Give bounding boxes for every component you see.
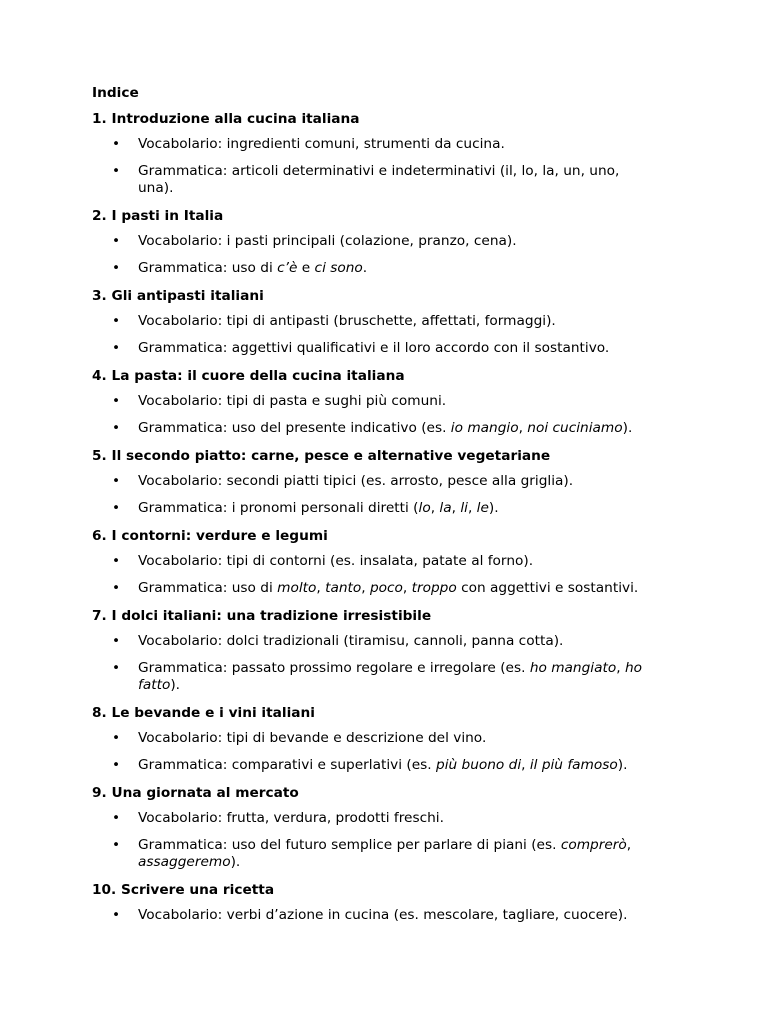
list-item-text (138, 136, 658, 153)
bullet-icon: • (112, 907, 121, 923)
text-run: . (362, 260, 368, 276)
text-run: , (430, 500, 440, 516)
bullet-icon: • (112, 393, 121, 409)
table-of-contents (92, 84, 682, 924)
list-item (92, 500, 682, 517)
chapter-heading: 7. I dolci italiani: una tradizione irresistibile (92, 608, 432, 624)
list-item (92, 660, 682, 694)
list-item-text (138, 553, 658, 570)
list-item-text (138, 473, 658, 490)
italic-term: le (476, 500, 489, 516)
chapter-items-list (92, 633, 682, 694)
italic-term: ho mangiato (529, 660, 617, 676)
list-item (92, 163, 682, 197)
bullet-icon: • (112, 420, 121, 436)
chapter-items-list (92, 553, 682, 597)
list-item-text (138, 730, 658, 747)
chapter-items-list (92, 810, 682, 871)
chapter-items-list (92, 473, 682, 517)
text-run: Grammatica: aggettivi qualificativi e il loro accordo con il sostantivo. (138, 340, 610, 356)
list-item-text (138, 260, 658, 277)
list-item (92, 633, 682, 650)
italic-term: molto (277, 580, 317, 596)
bullet-icon: • (112, 163, 121, 179)
list-item (92, 553, 682, 570)
bullet-icon: • (112, 757, 121, 773)
chapter-items-list (92, 730, 682, 774)
chapter-section (92, 447, 682, 517)
list-item-text (138, 163, 658, 197)
chapter-heading: 9. Una giornata al mercato (92, 785, 299, 801)
chapter-items-list (92, 136, 682, 197)
italic-term: li (460, 500, 468, 516)
italic-term: c’è (277, 260, 298, 276)
chapter-section (92, 287, 682, 357)
italic-term: poco (369, 580, 403, 596)
italic-term: troppo (411, 580, 457, 596)
italic-term: tanto (325, 580, 362, 596)
bullet-icon: • (112, 730, 121, 746)
text-run: Vocabolario: i pasti principali (colazione, pranzo, cena). (138, 233, 517, 249)
text-run: ). (230, 854, 241, 870)
text-run: Grammatica: passato prossimo regolare e irregolare (es. (138, 660, 530, 676)
chapter-heading: 3. Gli antipasti italiani (92, 288, 264, 304)
list-item (92, 313, 682, 330)
text-run: e (297, 260, 315, 276)
list-item (92, 810, 682, 827)
chapter-section (92, 207, 682, 277)
bullet-icon: • (112, 136, 121, 152)
list-item (92, 233, 682, 250)
chapter-section (92, 110, 682, 197)
list-item-text (138, 810, 658, 827)
list-item (92, 757, 682, 774)
text-run: Vocabolario: verbi d’azione in cucina (es. mescolare, tagliare, cuocere). (138, 907, 628, 923)
text-run: Vocabolario: frutta, verdura, prodotti freschi. (138, 810, 444, 826)
bullet-icon: • (112, 473, 121, 489)
chapter-heading: 1. Introduzione alla cucina italiana (92, 111, 360, 127)
text-run: Grammatica: articoli determinativi e indeterminativi (il, lo, la, un, uno, una). (138, 163, 620, 196)
bullet-icon: • (112, 810, 121, 826)
list-item-text (138, 837, 658, 871)
list-item-text (138, 757, 658, 774)
text-run: Vocabolario: tipi di contorni (es. insalata, patate al forno). (138, 553, 534, 569)
chapter-heading: 4. La pasta: il cuore della cucina italiana (92, 368, 405, 384)
italic-term: comprerò (560, 837, 627, 853)
list-item-text (138, 393, 658, 410)
text-run: , (361, 580, 370, 596)
list-item (92, 420, 682, 437)
chapter-section (92, 704, 682, 774)
list-item (92, 907, 682, 924)
chapter-heading: 5. Il secondo piatto: carne, pesce e alternative vegetariane (92, 448, 551, 464)
list-item-text (138, 633, 658, 650)
text-run: Vocabolario: tipi di bevande e descrizione del vino. (138, 730, 487, 746)
list-item-text (138, 233, 658, 250)
text-run: con aggettivi e sostantivi. (456, 580, 639, 596)
italic-term: il più famoso (529, 757, 618, 773)
text-run: Grammatica: i pronomi personali diretti ( (138, 500, 419, 516)
list-item-text (138, 313, 658, 330)
page-title: Indice (92, 85, 139, 101)
chapter-section (92, 607, 682, 694)
text-run: Vocabolario: tipi di antipasti (bruschette, affettati, formaggi). (138, 313, 556, 329)
bullet-icon: • (112, 340, 121, 356)
bullet-icon: • (112, 313, 121, 329)
list-item (92, 393, 682, 410)
italic-term: più buono di (436, 757, 522, 773)
chapter-items-list (92, 393, 682, 437)
text-run: , (518, 420, 528, 436)
text-run: , (626, 837, 632, 853)
text-run: Grammatica: uso di (138, 580, 278, 596)
chapter-items-list (92, 313, 682, 357)
text-run: Vocabolario: secondi piatti tipici (es. arrosto, pesce alla griglia). (138, 473, 574, 489)
list-item-text (138, 660, 658, 694)
bullet-icon: • (112, 233, 121, 249)
italic-term: noi cuciniamo (527, 420, 623, 436)
chapter-section (92, 881, 682, 924)
text-run: Grammatica: uso di (138, 260, 278, 276)
chapter-items-list (92, 907, 682, 924)
text-run: , (451, 500, 461, 516)
text-run: Vocabolario: dolci tradizionali (tiramisu, cannoli, panna cotta). (138, 633, 564, 649)
chapter-list (92, 110, 682, 924)
chapter-section (92, 784, 682, 871)
italic-term: la (439, 500, 452, 516)
chapter-heading: 10. Scrivere una ricetta (92, 882, 275, 898)
list-item-text (138, 420, 658, 437)
list-item-text (138, 580, 658, 597)
bullet-icon: • (112, 633, 121, 649)
italic-term: assaggeremo (138, 854, 231, 870)
bullet-icon: • (112, 260, 121, 276)
italic-term: ci sono (314, 260, 363, 276)
list-item (92, 340, 682, 357)
text-run: ). (622, 420, 633, 436)
bullet-icon: • (112, 580, 121, 596)
text-run: Grammatica: uso del futuro semplice per parlare di piani (es. (138, 837, 561, 853)
bullet-icon: • (112, 500, 121, 516)
list-item (92, 473, 682, 490)
text-run: Grammatica: uso del presente indicativo (es. (138, 420, 451, 436)
chapter-heading: 2. I pasti in Italia (92, 208, 224, 224)
chapter-heading: 8. Le bevande e i vini italiani (92, 705, 315, 721)
bullet-icon: • (112, 553, 121, 569)
italic-term: lo (418, 500, 431, 516)
chapter-items-list (92, 233, 682, 277)
bullet-icon: • (112, 837, 121, 853)
list-item (92, 730, 682, 747)
text-run: Vocabolario: ingredienti comuni, strumenti da cucina. (138, 136, 505, 152)
text-run: , (616, 660, 625, 676)
text-run: , (521, 757, 530, 773)
list-item (92, 837, 682, 871)
text-run: , (467, 500, 477, 516)
italic-term: io mangio (450, 420, 519, 436)
list-item-text (138, 340, 658, 357)
text-run: Grammatica: comparativi e superlativi (es. (138, 757, 436, 773)
text-run: , (316, 580, 326, 596)
list-item-text (138, 907, 658, 924)
list-item (92, 260, 682, 277)
chapter-heading: 6. I contorni: verdure e legumi (92, 528, 328, 544)
text-run: , (402, 580, 412, 596)
list-item-text (138, 500, 658, 517)
text-run: ). (617, 757, 628, 773)
text-run: ). (170, 677, 181, 693)
chapter-section (92, 527, 682, 597)
italic-term: ho fatto (138, 660, 642, 693)
bullet-icon: • (112, 660, 121, 676)
text-run: ). (488, 500, 499, 516)
text-run: Vocabolario: tipi di pasta e sughi più comuni. (138, 393, 447, 409)
list-item (92, 580, 682, 597)
chapter-section (92, 367, 682, 437)
list-item (92, 136, 682, 153)
